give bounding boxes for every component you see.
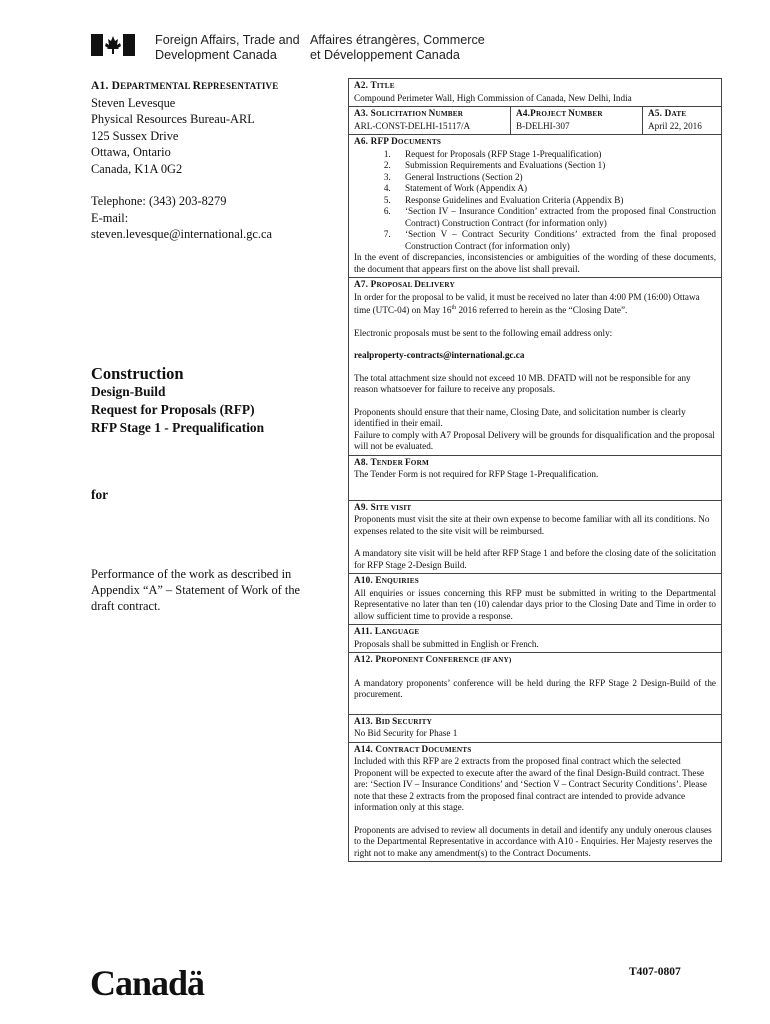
a7-deadline: In order for the proposal to be valid, it must be received no later than 4:00 PM (16:00) Ottawa time (UTC-04) on May 16th 2016 referred to herein as the “Closing Date”. [354, 291, 700, 316]
a9-site-visit-cell: A9. SITE VISIT Proponents must visit the site at their own expense to become familiar with all its conditions. No expenses related to the site visit will be reimbursed. A mandatory site visit will be held after RFP Stage 1 and before the closing date of the solicitation for RFP Stage 2-Design Build. [349, 501, 721, 575]
canada-wordmark: Canadä [90, 963, 205, 1003]
a7-size-limit: The total attachment size should not exceed 10 MB. DFATD will not be responsible for any reason whatsoever for failure to receive any proposals. [354, 372, 691, 395]
a12-conference-cell: A12. PROPONENT CONFERENCE (IF ANY) A mandatory proponents’ conference will be held during the RFP Stage 2 Design-Build of the procurement. [349, 653, 721, 715]
rep-email: steven.levesque@international.gc.ca [91, 227, 273, 241]
rep-phone: Telephone: (343) 203-8279 [91, 194, 227, 208]
document-title-block [91, 366, 323, 437]
title-stage: RFP Stage 1 - Prequalification [91, 419, 265, 435]
a1-label: A1. DEPARTMENTAL REPRESENTATIVE [91, 80, 279, 92]
a2-title-cell: A2. TITLE Compound Perimeter Wall, High Commission of Canada, New Delhi, India [349, 79, 721, 107]
a2-value: Compound Perimeter Wall, High Commission of Canada, New Delhi, India [354, 92, 632, 103]
a7-compliance: Failure to comply with A7 Proposal Delivery will be grounds for disqualification and the proposal will not be evaluated. [354, 429, 715, 452]
a3-cell: A3. SOLICITATION NUMBER ARL-CONST-DELHI-15117/A [349, 107, 511, 134]
a7-identification: Proponents should ensure that their name, Closing Date, and solicitation number is clearly identified in their email. [354, 406, 686, 429]
a4-cell: A4.PROJECT NUMBER B-DELHI-307 [511, 107, 643, 134]
rep-email-label: E-mail: [91, 210, 129, 225]
a6-note: In the event of discrepancies, inconsistencies or ambiguities of the wording of these documents, the document that appears first on the above list shall prevail. [354, 252, 716, 274]
a12-value: A mandatory proponents’ conference will be held during the RFP Stage 2 Design-Build of the procurement. [354, 677, 716, 700]
a3-value: ARL-CONST-DELHI-15117/A [354, 120, 471, 131]
rfp-details-table [348, 78, 722, 862]
a4-value: B-DELHI-307 [516, 120, 570, 131]
a7-email-instructions: Electronic proposals must be sent to the following email address only: [354, 327, 613, 338]
department-name-en: Foreign Affairs, Trade and Development Canada [155, 33, 300, 62]
a14-p1: Included with this RFP are 2 extracts from the proposed final contract which the selected Proponent will be expected to execute after the award of the final Design-Build contract. These are: ‘Section IV – Insurance Conditions’ and ‘Section V – Contract Security Conditions’. Please note that these 2 extracts from the proposed final contract are intended to provide advance information only at this stage. [354, 756, 707, 813]
a3-a5-row [349, 107, 721, 135]
a8-value: The Tender Form is not required for RFP Stage 1-Prequalification. [354, 469, 599, 480]
list-item: 1. Request for Proposals (RFP Stage 1-Prequalification) [393, 149, 716, 161]
list-item: 7. ‘Section V – Contract Security Conditions’ extracted from the final proposed Construction Contract (for information only) [393, 229, 716, 252]
a10-enquiries-cell: A10. ENQUIRIES All enquiries or issues concerning this RFP must be submitted in writing to the Departmental Representative no later than ten (10) calendar days prior to the Closing Date and Time in order to allow sufficient time to provide a response. [349, 574, 721, 625]
rep-org: Physical Resources Bureau-ARL [91, 112, 255, 126]
a13-value: No Bid Security for Phase 1 [354, 728, 458, 739]
rep-city: Ottawa, Ontario [91, 145, 171, 159]
a7-email-address: realproperty-contracts@international.gc.ca [354, 350, 525, 361]
a6-documents-list [354, 149, 716, 253]
departmental-representative [91, 78, 323, 243]
a14-contract-docs-cell: A14. CONTRACT DOCUMENTS Included with this RFP are 2 extracts from the proposed final contract which the selected Proponent will be expected to execute after the award of the final Design-Build contract. These are: ‘Section IV – Insurance Conditions’ and ‘Section V – Contract Security Conditions’. Please note that these 2 extracts from the proposed final contract are intended to provide advance information only at this stage. Proponents are advised to review all documents in detail and identify any unduly onerous clauses to the Departmental Representative in accordance with A10 - Enquiries. Her Majesty reserves the right not to make any amendment(s) to the Contract Documents. [349, 743, 721, 863]
rep-name: Steven Levesque [91, 95, 176, 110]
a8-tender-form-cell: A8. TENDER FORM The Tender Form is not required for RFP Stage 1-Prequalification. [349, 456, 721, 501]
a6-documents-cell: A6. RFP DOCUMENTS 1. Request for Proposals (RFP Stage 1-Prequalification) 2. Submission Requirements and Evaluations (Section 1) 3. General Instructions (Section 2) 4. Statement of Work (Appendix A) 5. Response Guidelines and Evaluation Criteria (Appendix B) 6. ‘Section IV – Insurance Condition’ extracted from the proposed final Construction Contract) Construction Contract (for information only) 7. ‘Section V – Contract Security Conditions’ extracted from the final proposed Construction Contract (for information only) In the event of discrepancies, inconsistencies or ambiguities of the wording of these documents, the document that appears first on the above list shall prevail. [349, 135, 721, 278]
a14-p2: Proponents are advised to review all documents in detail and identify any unduly onerous clauses to the Departmental Representative in accordance with A10 - Enquiries. Her Majesty reserves the right not to make any amendment(s) to the Contract Documents. [354, 824, 713, 858]
list-item: 6. ‘Section IV – Insurance Condition’ extracted from the proposed final Construction Contract) Construction Contract (for information only) [393, 206, 716, 229]
a10-value: All enquiries or issues concerning this RFP must be submitted in writing to the Departmental Representative no later than ten (10) calendar days prior to the Closing Date and Time in order to allow sufficient time to provide a response. [354, 587, 716, 621]
title-construction: Construction [91, 364, 184, 383]
title-for: for [91, 487, 109, 502]
list-item: 3. General Instructions (Section 2) [393, 172, 716, 184]
title-design-build: Design-Build [91, 383, 166, 399]
rep-street: 125 Sussex Drive [91, 128, 179, 143]
list-item: 4. Statement of Work (Appendix A) [393, 183, 716, 195]
a5-cell: A5. DATE April 22, 2016 [643, 107, 721, 134]
title-rfp: Request for Proposals (RFP) [91, 401, 255, 417]
a7-delivery-cell: A7. PROPOSAL DELIVERY In order for the proposal to be valid, it must be received no later than 4:00 PM (16:00) Ottawa time (UTC-04) on May 16th 2016 referred to herein as the “Closing Date”. Electronic proposals must be sent to the following email address only: realproperty-contracts@international.gc.ca The total attachment size should not exceed 10 MB. DFATD will not be responsible for any reason whatsoever for failure to receive any proposals. Proponents should ensure that their name, Closing Date, and solicitation number is clearly identified in their email. Failure to comply with A7 Proposal Delivery will be grounds for disqualification and the proposal will not be evaluated. [349, 278, 721, 456]
department-name-fr: Affaires étrangères, Commerce et Développement Canada [310, 33, 485, 62]
rep-postal: Canada, K1A 0G2 [91, 161, 183, 176]
a9-p2: A mandatory site visit will be held after RFP Stage 1 and before the closing date of the solicitation for RFP Stage 2-Design Build. [354, 548, 716, 570]
a9-p1: Proponents must visit the site at their own expense to become familiar with all its conditions. No expenses related to the site visit will be reimbursed. [354, 514, 710, 536]
a13-bid-security-cell: A13. BID SECURITY No Bid Security for Phase 1 [349, 715, 721, 743]
a5-value: April 22, 2016 [648, 120, 702, 131]
title-description: Performance of the work as described in Appendix “A” – Statement of Work of the draft contract. [91, 567, 301, 613]
list-item: 2. Submission Requirements and Evaluations (Section 1) [393, 160, 716, 172]
a11-language-cell: A11. LANGUAGE Proposals shall be submitted in English or French. [349, 625, 721, 653]
a11-value: Proposals shall be submitted in English or French. [354, 638, 539, 649]
list-item: 5. Response Guidelines and Evaluation Criteria (Appendix B) [393, 195, 716, 207]
form-number: T407-0807 [629, 966, 681, 978]
